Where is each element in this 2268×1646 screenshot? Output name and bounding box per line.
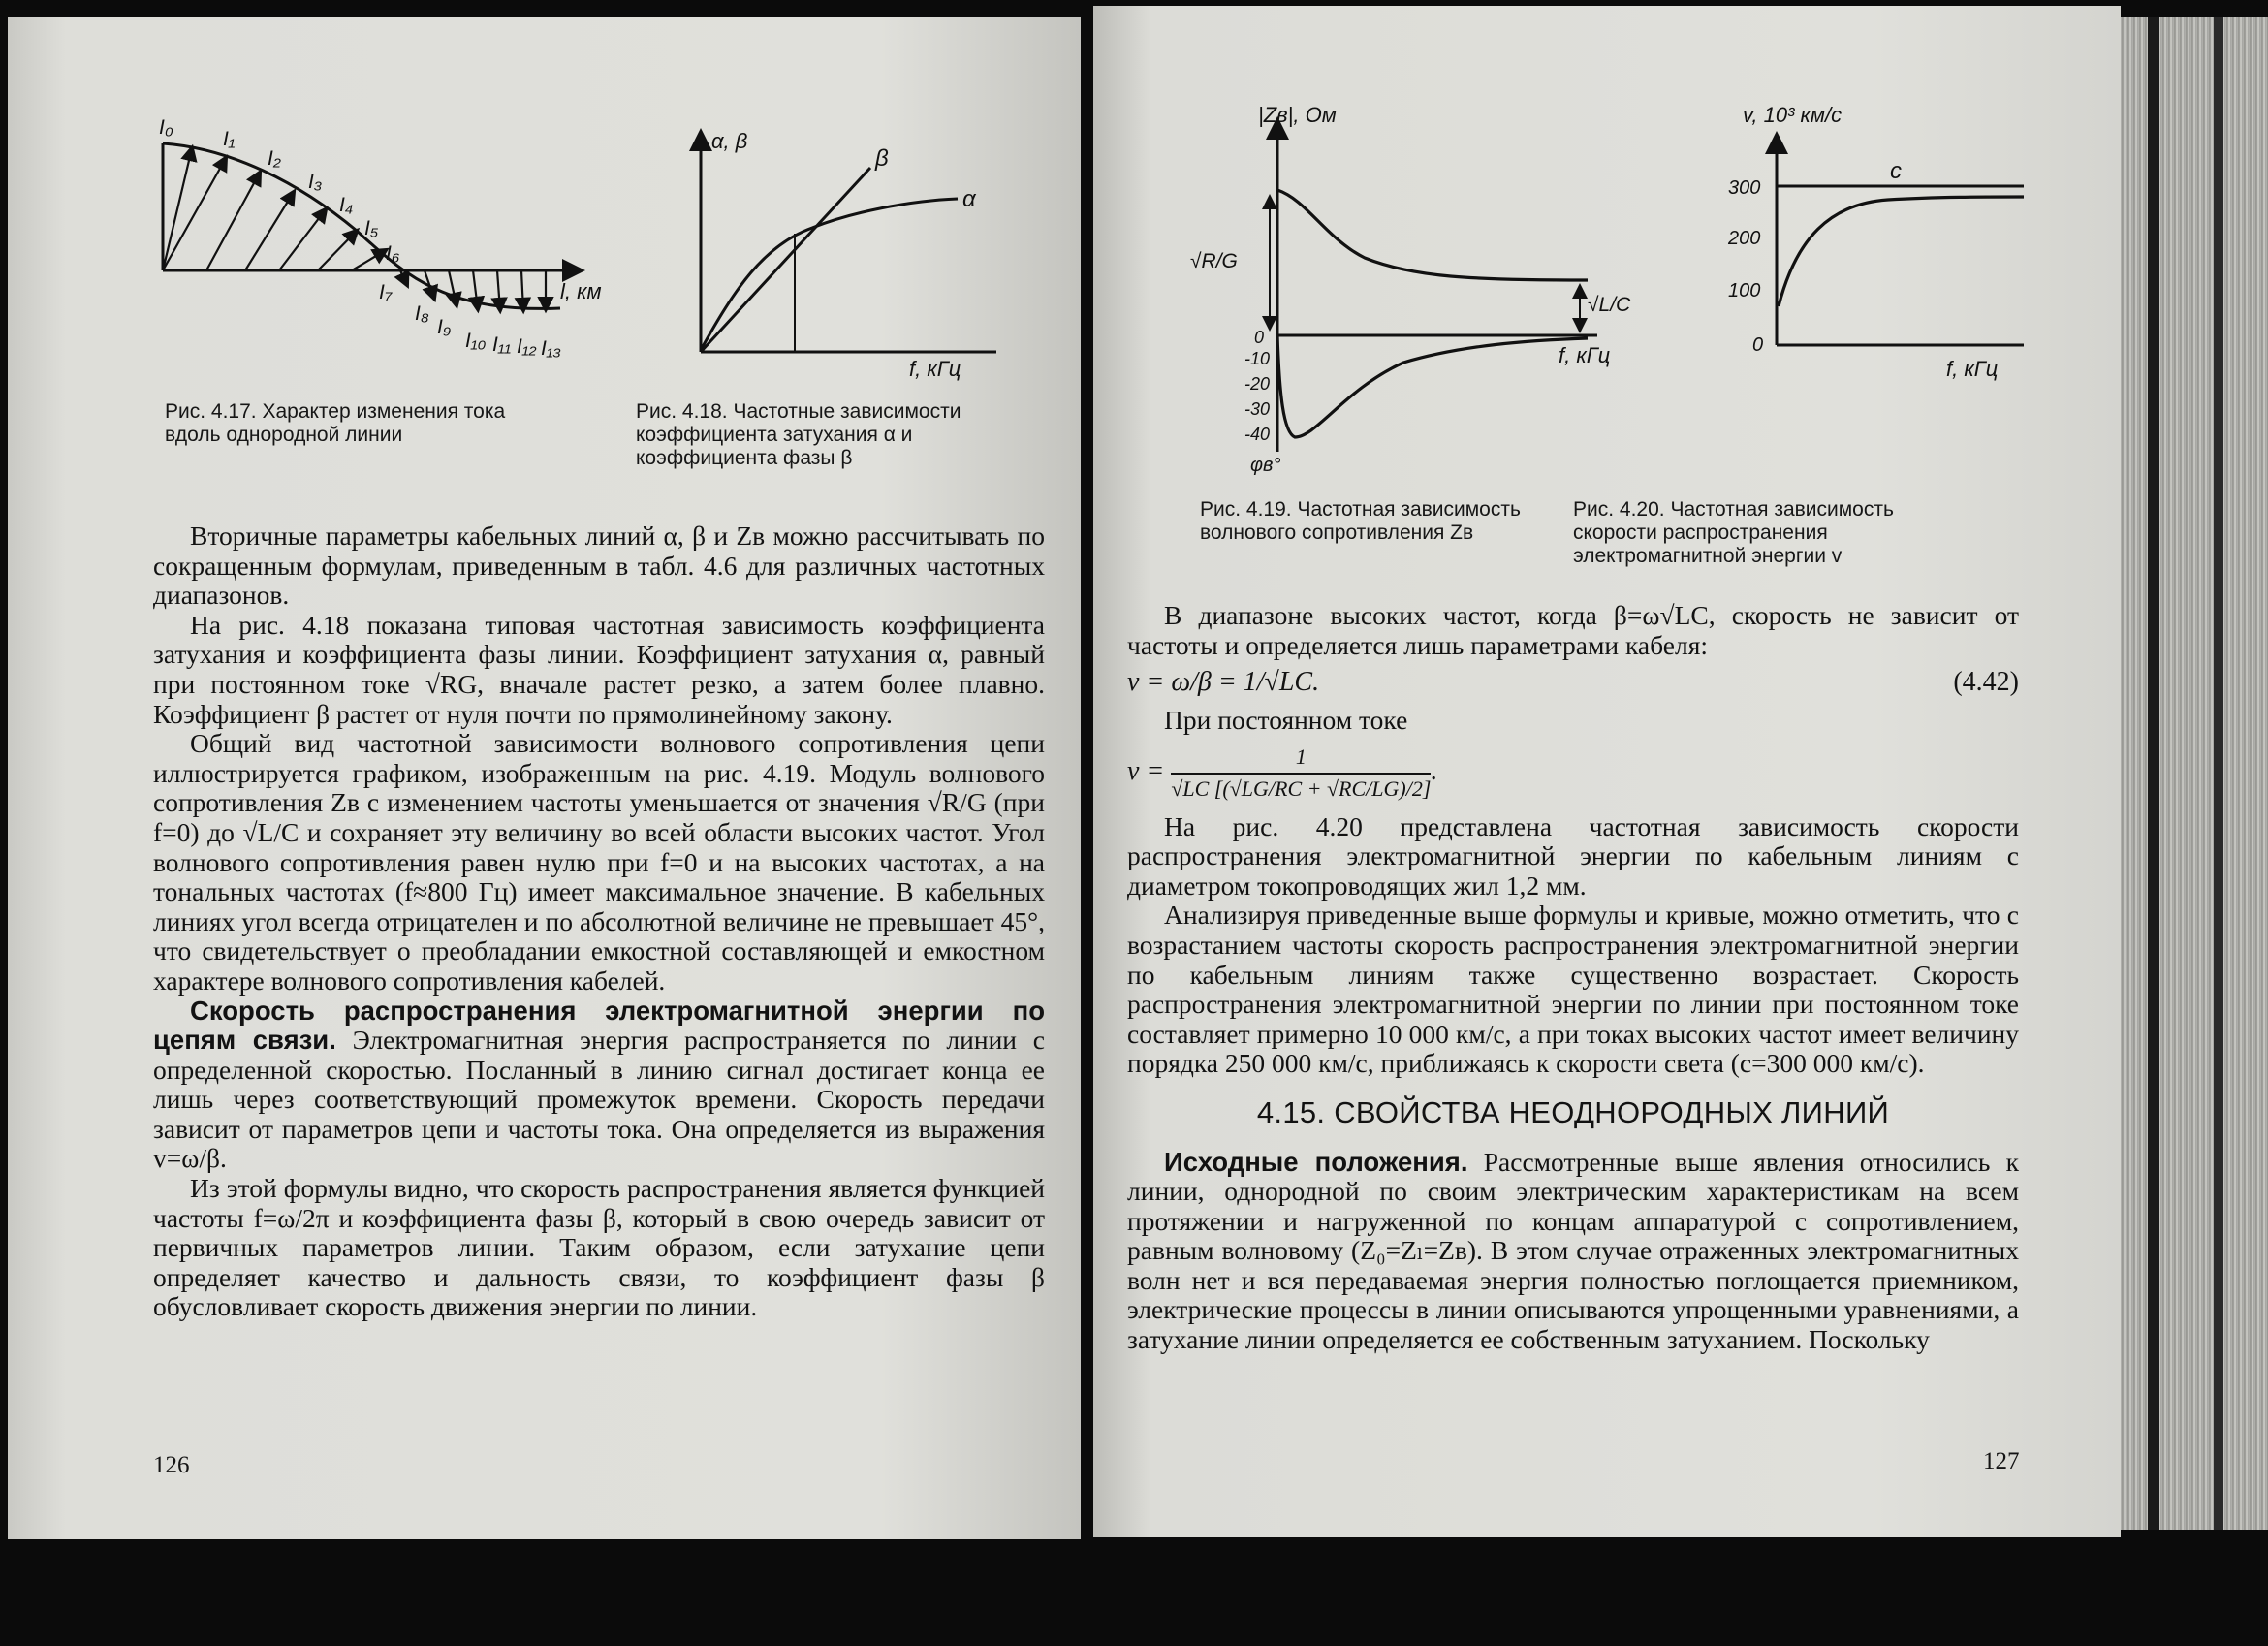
beta-curve [701, 168, 870, 352]
svg-text:-20: -20 [1244, 374, 1271, 394]
svg-text:I₀: I₀ [159, 116, 173, 139]
svg-text:I₆: I₆ [386, 242, 400, 265]
paragraph-heading: Скорость распространения электромагнитной энергии по цепям связи. [153, 995, 1045, 1056]
right-body-text [1127, 601, 2019, 1355]
svg-text:I₁₁: I₁₁ [492, 333, 512, 356]
paragraph: На рис. 4.20 представлена частотная зависимость скорости распространения электромагнитной энергии по кабельным линиям с диаметром токопроводящих жил 1,2 мм. [1127, 810, 2019, 901]
edge-band [2214, 17, 2223, 1530]
x-axis-label: f, кГц [1559, 343, 1611, 367]
beta-label: β [875, 145, 889, 172]
y-axis-label: |Zв|, Ом [1258, 103, 1337, 127]
paragraph: Вторичные параметры кабельных линий α, β и Zв можно рассчитывать по сокращенным формулам, приведенным в табл. 4.6 для различных частотных диапазонов. [153, 521, 1045, 611]
svg-text:I₁₀: I₁₀ [465, 330, 487, 352]
fraction [1171, 743, 1431, 804]
svg-text:I₉: I₉ [437, 316, 452, 338]
svg-text:I₄: I₄ [339, 194, 354, 216]
caption-4-19: Рис. 4.19. Частотная зависимость волнового сопротивления Zв [1200, 498, 1521, 544]
equation-text: v = ω/β = 1/√LC. [1127, 667, 1320, 698]
equation-lhs: v = [1127, 756, 1165, 787]
paragraph [153, 997, 1045, 1175]
x-axis-label: f, кГц [1946, 357, 1999, 381]
current-labels-top [159, 116, 400, 265]
c-label: c [1890, 158, 1902, 184]
svg-text:300: 300 [1728, 177, 1761, 199]
svg-text:200: 200 [1728, 228, 1761, 249]
rg-label: √R/G [1190, 250, 1238, 272]
paragraph-heading: Исходные положения. [1164, 1146, 1468, 1177]
figure-4-17 [153, 105, 609, 386]
paragraph: Общий вид частотной зависимости волнового сопротивления цепи иллюстрируется графиком, изображенным на рис. 4.19. Модуль волнового сопротивления Zв с изменением частоты уменьшается от значения √R/G (при f=0) до √L/C и сохраняет эту величину во всей области высоких частот. Угол волнового сопротивления равен нулю при f=0 и на высоких частотах, а на тональных частотах (f≈800 Гц) имеет максимальное значение. В кабельных линиях угол всегда отрицателен и по абсолютной величине не превышает 45°, что свидетельствует о преобладании емкостной составляющей и емкостном характере волнового сопротивления кабелей. [153, 728, 1045, 996]
velocity-chart [1588, 103, 2092, 394]
svg-text:I₂: I₂ [268, 147, 281, 170]
svg-text:I₁₂: I₁₂ [517, 335, 537, 358]
paragraph: На рис. 4.18 показана типовая частотная зависимость коэффициента затухания и коэффициента фазы линии. Коэффициент затухания α, равный при постоянном токе √RG, вначале растет резко, а затем более плавно. Коэффициент β растет от нуля почти по прямолинейному закону. [153, 609, 1045, 729]
caption-4-18: Рис. 4.18. Частотные зависимости коэффициента затухания α и коэффициента фазы β [636, 400, 961, 469]
alpha-curve [701, 199, 958, 350]
svg-text:I₁: I₁ [223, 128, 236, 150]
svg-text:-40: -40 [1244, 425, 1271, 444]
equation-dc: v = $\frac{1}{√LC [(√LG/RC + √RC/LG)/2]}$ . [1127, 743, 2019, 804]
phase-tick-labels [1244, 328, 1270, 444]
svg-text:0: 0 [1752, 334, 1764, 356]
alpha-label: α [962, 186, 976, 212]
section-title: 4.15. СВОЙСТВА НЕОДНОРОДНЫХ ЛИНИЙ [1256, 1094, 1890, 1129]
svg-text:I₃: I₃ [308, 171, 323, 193]
svg-text:I₅: I₅ [364, 217, 379, 239]
paragraph: Анализируя приведенные выше формулы и кривые, можно отметить, что с возрастанием частоты скорость распространения электромагнитной энергии по кабельным линиям также существенно возрастает. Скорость распространения электромагнитной энергии по линии при постоянном токе составляет примерно 10 000 км/с, а при токах высоких частот имеет величину порядка 250 000 км/с, приближаясь к скорости света (c=300 000 км/с). [1127, 900, 2019, 1079]
svg-text:I₁₃: I₁₃ [541, 337, 561, 360]
svg-text:I₇: I₇ [379, 281, 393, 303]
svg-text:100: 100 [1728, 280, 1761, 301]
svg-text:0: 0 [1254, 328, 1265, 347]
svg-text:-10: -10 [1244, 349, 1271, 368]
page-number: 126 [153, 1452, 190, 1478]
numerator: 1 [1171, 743, 1431, 775]
left-body-text [153, 522, 1045, 1322]
paragraph: Из этой формулы видно, что скорость распространения является функцией частоты f=ω/2π и коэффициента фазы β, который в свою очередь зависит от первичных параметров линии. Таким образом, если затухание цепи определяет качество и дальность связи, то коэффициент фазы β обусловливает скорость движения энергии по линии. [153, 1173, 1045, 1322]
phase-curve [1277, 335, 1588, 437]
paragraph-text: Рассмотренные выше явления относились к линии, однородной по своим электрическим характеристикам на всем протяжении и нагруженной по концам аппаратурой с сопротивлением, равным волновому (Z₀=Zₗ=Zв). В этом случае отраженных электромагнитных волн нет и вся передаваемая энергия полностью поглощается приемником, электрические процессы в линии описываются упрощенными уравнениями, а затухание линии определяется ее собственным затуханием. Поскольку [1127, 1146, 2020, 1355]
svg-text:-30: -30 [1244, 399, 1271, 419]
svg-text:I₈: I₈ [415, 302, 429, 325]
velocity-tick-labels [1727, 177, 1763, 356]
right-page [1093, 6, 2121, 1537]
phase-axis-label: φв° [1250, 455, 1281, 476]
y-axis-label: v, 10³ км/с [1743, 103, 1843, 127]
envelope-curve [163, 143, 560, 308]
y-axis-label: α, β [711, 129, 748, 153]
caption-4-20: Рис. 4.20. Частотная зависимость скорости распространения электромагнитной энергии v [1573, 498, 1894, 567]
paragraph-text: Электромагнитная энергия распространяется по линии с определенной скоростью. Посланный в линию сигнал достигает конца ее лишь через соответствующий промежуток времени. Скорость передачи зависит от параметров цепи и частоты тока. Она определяется из выражения v=ω/β. [153, 1025, 1045, 1174]
left-page [8, 17, 1081, 1539]
lc-label: √L/C [1588, 294, 1631, 316]
page-number: 127 [1983, 1448, 2020, 1474]
paragraph [1127, 1148, 2019, 1355]
figure-4-20 [1588, 103, 2092, 394]
current-labels-bottom [379, 281, 561, 360]
edge-band [2148, 17, 2159, 1530]
paragraph: В диапазоне высоких частот, когда β=ω√LC, скорость не зависит от частоты и определяется лишь параметрами кабеля: [1127, 600, 2019, 660]
figure-4-18 [677, 119, 1025, 381]
l-axis-label: l, км [560, 279, 602, 303]
equation-4-42 [1127, 668, 2019, 698]
x-axis-label: f, кГц [909, 357, 961, 381]
paragraph: При постоянном токе [1164, 704, 1408, 735]
caption-4-17: Рис. 4.17. Характер изменения тока вдоль однородной линии [165, 400, 506, 446]
alpha-beta-chart [677, 119, 1025, 381]
velocity-curve [1779, 197, 2024, 306]
current-distribution-diagram [153, 105, 609, 386]
denominator: √LC [(√LG/RC + √RC/LG)/2] [1171, 776, 1432, 801]
magnitude-curve [1277, 190, 1588, 280]
book-page-edges [2121, 17, 2268, 1530]
equation-number: (4.42) [1953, 667, 2019, 698]
